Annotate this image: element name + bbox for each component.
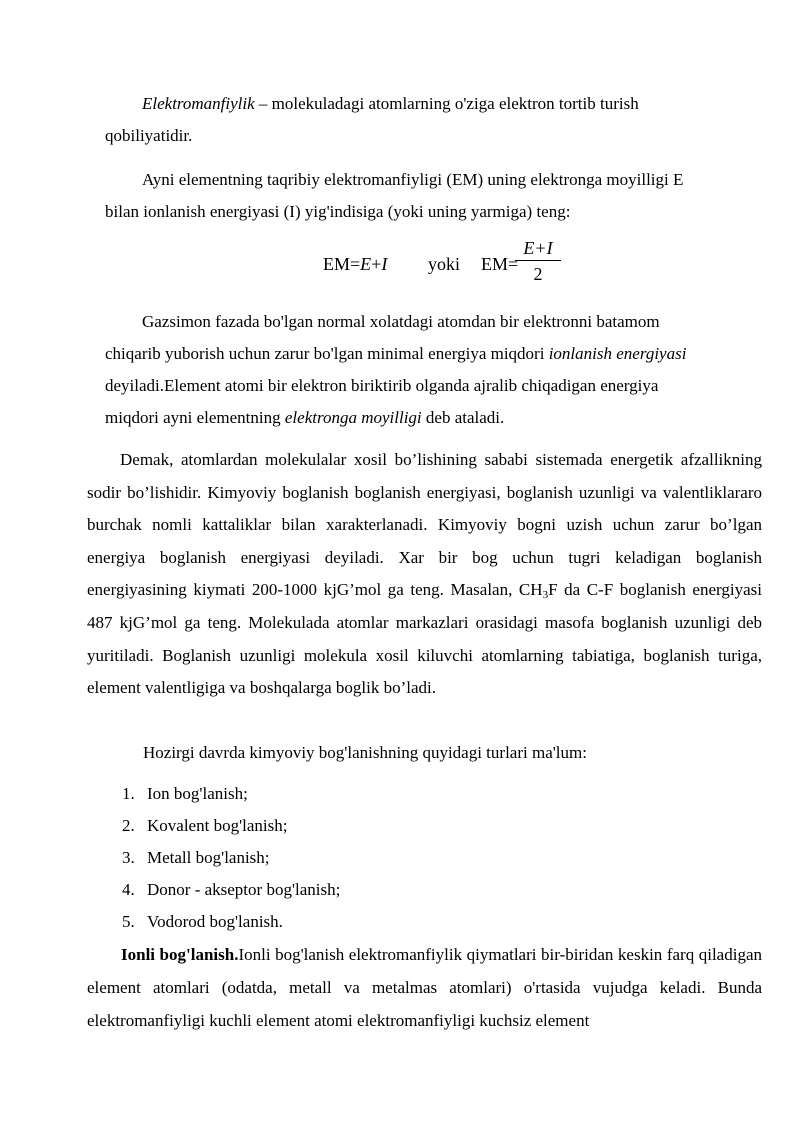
ionization-line2: chiqarib yuborish uchun zarur bo'lgan minimal energiya miqdori ionlanish energiyasi [105, 344, 687, 363]
list-item: 2. Kovalent bog'lanish; [122, 816, 288, 835]
em-formula [323, 236, 623, 296]
bond-types-list [122, 778, 340, 938]
subscript-3: 3 [542, 589, 549, 602]
ionic-bond-heading: Ionli bog'lanish. [121, 945, 239, 964]
list-item: 3. Metall bog'lanish; [122, 848, 270, 867]
ionization-paragraph [105, 306, 745, 434]
em-line1: Ayni elementning taqribiy elektromanfiyligi (EM) uning elektronga moyilligi E [142, 170, 684, 189]
ionic-bond-paragraph [87, 938, 762, 1037]
formula-yoki: yoki [428, 254, 461, 274]
term-ionlanish: ionlanish energiyasi [548, 344, 687, 363]
list-item: 5. Vodorod bog'lanish. [122, 912, 283, 931]
list-item: 4. Donor - akseptor bog'lanish; [122, 880, 341, 899]
definition-text: – molekuladagi atomlarning o'ziga elektron tortib turish [254, 94, 639, 113]
em-paragraph [105, 164, 745, 228]
list-item: 1. Ion bog'lanish; [122, 784, 248, 803]
bond-types-intro: Hozirgi davrda kimyoviy bog'lanishning quyidagi turlari ma'lum: [143, 743, 587, 762]
ionic-bond-text: Ionli bog'lanish elektromanfiylik qiymatlari bir-biridan keskin farq qiladigan element atomlari (odatda, metall va metalmas atomlari) o'rtasida vujudga keladi. Bunda elektromanfiyligi kuchli element atomi elektromanfiyligi kuchsiz element [87, 945, 762, 1030]
formula-right-label: EM= [481, 254, 519, 274]
term-elektronga-moyilligi: elektronga moyilligi [284, 408, 422, 427]
ionization-line4: miqdori ayni elementning elektronga moyilligi deb ataladi. [105, 408, 505, 427]
definition-paragraph [105, 88, 745, 152]
definition-line2: qobiliyatidir. [105, 126, 193, 145]
ionization-line1: Gazsimon fazada bo'lgan normal xolatdagi atomdan bir elektronni batamom [142, 312, 660, 331]
fraction-denominator: 2 [533, 264, 543, 284]
bond-energy-paragraph: Demak, atomlardan molekulalar xosil bo’lishining sababi sistemada energetik afzallikning sodir bo’lishidir. Kimyoviy boglanish boglanish energiyasi, boglanish uzunligi va valentliklararo burchak nomli kattaliklar bilan xarakterlanadi. Kimyoviy bogni uzish uchun zarur bo’lgan energiya boglanish energiyasi deyiladi. Xar bir bog uchun tugri keladigan boglanish energiyasining kiymati 200-1000 kjG’mol ga teng. Masalan, $CH_3F$ da C-F boglanish energiyasi 487 kjG’mol ga teng. Molekulada atomlar markazlari orasidagi masofa boglanish uzunligi deb yuritiladi. Boglanish uzunligi molekula xosil kiluvchi atomlarning tabiatiga, boglanish turiga, element valentligiga va boshqalarga boglik bo’ladi. [87, 450, 762, 698]
formula-left: EM=E+I [323, 254, 388, 274]
ionization-line3: deyiladi.Element atomi bir elektron biriktirib olganda ajralib chiqadigan energiya [105, 376, 659, 395]
fraction-numerator: E+I [523, 238, 553, 258]
term-elektromanfiylik: Elektromanfiylik [142, 94, 255, 113]
em-line2: bilan ionlanish energiyasi (I) yig'indisiga (yoki uning yarmiga) teng: [105, 202, 571, 221]
formula-fraction [513, 236, 563, 287]
